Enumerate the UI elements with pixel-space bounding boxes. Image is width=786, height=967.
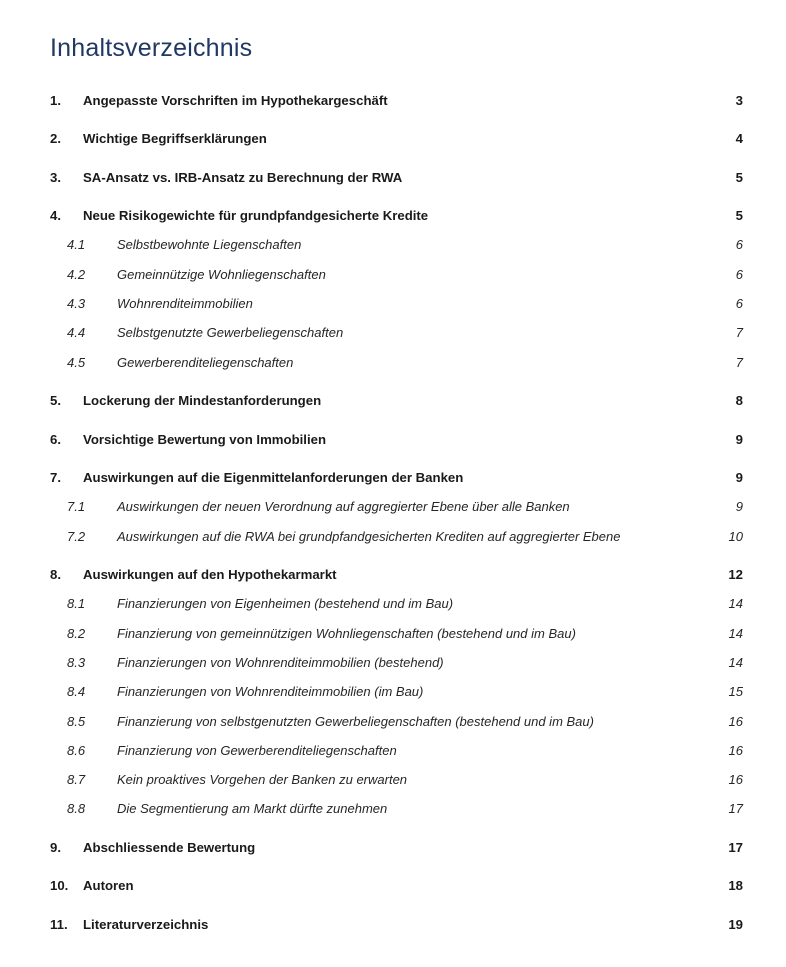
toc-entry-4-3[interactable] xyxy=(0,293,786,315)
toc-entry-5[interactable] xyxy=(0,390,786,412)
toc-entry-page: 16 xyxy=(728,772,743,787)
toc-entry-page: 16 xyxy=(728,743,743,758)
toc-entry-8-6[interactable] xyxy=(0,740,786,762)
toc-entry-label: Wohnrenditeimmobilien xyxy=(117,296,253,311)
toc-entry-number: 8.7 xyxy=(67,772,86,787)
toc-entry-label: Gemeinnützige Wohnliegenschaften xyxy=(117,267,326,282)
toc-entry-label: Literaturverzeichnis xyxy=(83,917,209,932)
toc-entry-number: 10. xyxy=(50,878,69,893)
toc-entry-page: 14 xyxy=(728,596,743,611)
toc-entry-label: Finanzierungen von Eigenheimen (bestehend und im Bau) xyxy=(117,596,454,611)
toc-entry-number: 2. xyxy=(50,131,61,146)
toc-entry-number: 8.5 xyxy=(67,714,86,729)
toc-entry-number: 8.6 xyxy=(67,743,86,758)
toc-entry-label: Finanzierungen von Wohnrenditeimmobilien (im Bau) xyxy=(117,684,424,699)
toc-entry-label: Abschliessende Bewertung xyxy=(83,840,256,855)
toc-entry-label: Auswirkungen auf die RWA bei grundpfandgesicherten Krediten auf aggregierter Ebene xyxy=(117,529,621,544)
toc-entry-label: Gewerberenditeliegenschaften xyxy=(117,355,294,370)
toc-entry-label: Die Segmentierung am Markt dürfte zunehmen xyxy=(117,801,388,816)
toc-entry-9[interactable] xyxy=(0,837,786,859)
toc-entry-label: Auswirkungen der neuen Verordnung auf aggregierter Ebene über alle Banken xyxy=(117,499,570,514)
toc-entry-page: 5 xyxy=(735,170,743,185)
toc-entry-page: 7 xyxy=(735,325,743,340)
toc-entry-number: 7. xyxy=(50,470,61,485)
toc-entry-number: 8.4 xyxy=(67,684,86,699)
toc-entry-7[interactable] xyxy=(0,467,786,489)
toc-entry-number: 3. xyxy=(50,170,61,185)
toc-entry-page: 15 xyxy=(728,684,743,699)
toc-entry-label: Auswirkungen auf den Hypothekarmarkt xyxy=(83,567,337,582)
toc-entry-4[interactable] xyxy=(0,205,786,227)
toc-entry-7-2[interactable] xyxy=(0,526,786,548)
toc-entry-number: 8.8 xyxy=(67,801,86,816)
toc-entry-3[interactable] xyxy=(0,167,786,189)
toc-entry-label: Selbstgenutzte Gewerbeliegenschaften xyxy=(117,325,344,340)
toc-entry-number: 4. xyxy=(50,208,61,223)
toc-entry-number: 8.1 xyxy=(67,596,86,611)
toc-entry-page: 4 xyxy=(735,131,743,146)
toc-entry-label: Wichtige Begriffserklärungen xyxy=(83,131,267,146)
toc-entry-page: 5 xyxy=(735,208,743,223)
toc-entry-label: Vorsichtige Bewertung von Immobilien xyxy=(83,432,327,447)
toc-entry-page: 19 xyxy=(728,917,743,932)
toc-entry-page: 9 xyxy=(735,432,743,447)
toc-entry-label: SA-Ansatz vs. IRB-Ansatz zu Berechnung der RWA xyxy=(83,170,403,185)
toc-entry-label: Autoren xyxy=(83,878,134,893)
toc-entry-page: 7 xyxy=(735,355,743,370)
toc-entry-number: 8.3 xyxy=(67,655,86,670)
toc-entry-label: Finanzierung von Gewerberenditeliegenschaften xyxy=(117,743,397,758)
toc-entry-8[interactable] xyxy=(0,564,786,586)
toc-entry-page: 9 xyxy=(735,499,743,514)
toc-entry-label: Selbstbewohnte Liegenschaften xyxy=(117,237,302,252)
toc-entry-page: 18 xyxy=(728,878,743,893)
toc-entry-page: 17 xyxy=(728,801,743,816)
toc-entry-8-7[interactable] xyxy=(0,769,786,791)
toc-entry-number: 4.1 xyxy=(67,237,86,252)
toc-entry-10[interactable] xyxy=(0,875,786,897)
toc-entry-number: 4.3 xyxy=(67,296,86,311)
toc-entry-label: Neue Risikogewichte für grundpfandgesicherte Kredite xyxy=(83,208,429,223)
toc-entry-label: Finanzierungen von Wohnrenditeimmobilien (bestehend) xyxy=(117,655,444,670)
toc-entry-page: 6 xyxy=(735,296,743,311)
toc-entry-1[interactable] xyxy=(0,90,786,112)
toc-entry-page: 16 xyxy=(728,714,743,729)
toc-entry-8-3[interactable] xyxy=(0,652,786,674)
toc-entry-number: 9. xyxy=(50,840,61,855)
toc-entry-7-1[interactable] xyxy=(0,496,786,518)
toc-entry-page: 10 xyxy=(728,529,743,544)
toc-entry-8-1[interactable] xyxy=(0,593,786,615)
toc-entry-page: 6 xyxy=(735,267,743,282)
toc-entry-number: 8.2 xyxy=(67,626,86,641)
toc-entry-page: 6 xyxy=(735,237,743,252)
toc-entry-8-5[interactable] xyxy=(0,711,786,733)
toc-entry-number: 1. xyxy=(50,93,61,108)
toc-entry-label: Auswirkungen auf die Eigenmittelanforderungen der Banken xyxy=(83,470,464,485)
toc-entry-page: 9 xyxy=(735,470,743,485)
toc-entry-page: 12 xyxy=(728,567,743,582)
toc-entry-number: 5. xyxy=(50,393,61,408)
toc-entry-page: 14 xyxy=(728,655,743,670)
toc-entry-number: 4.5 xyxy=(67,355,86,370)
page-title: Inhaltsverzeichnis xyxy=(50,34,253,62)
toc-entry-page: 14 xyxy=(728,626,743,641)
toc-entry-label: Kein proaktives Vorgehen der Banken zu erwarten xyxy=(117,772,408,787)
toc-entry-number: 7.2 xyxy=(67,529,86,544)
toc-entry-number: 6. xyxy=(50,432,61,447)
toc-entry-number: 4.2 xyxy=(67,267,86,282)
toc-entry-number: 7.1 xyxy=(67,499,86,514)
toc-entry-label: Lockerung der Mindestanforderungen xyxy=(83,393,322,408)
toc-entry-11[interactable] xyxy=(0,914,786,936)
toc-entry-page: 8 xyxy=(735,393,743,408)
toc-entry-2[interactable] xyxy=(0,128,786,150)
toc-entry-4-2[interactable] xyxy=(0,264,786,286)
toc-entry-8-8[interactable] xyxy=(0,798,786,820)
toc-entry-label: Finanzierung von gemeinnützigen Wohnliegenschaften (bestehend und im Bau) xyxy=(117,626,576,641)
toc-entry-number: 11. xyxy=(50,917,68,932)
toc-entry-4-5[interactable] xyxy=(0,352,786,374)
toc-entry-4-4[interactable] xyxy=(0,322,786,344)
toc-entry-page: 17 xyxy=(728,840,743,855)
toc-entry-number: 4.4 xyxy=(67,325,86,340)
toc-entry-8-4[interactable] xyxy=(0,681,786,703)
toc-entry-label: Angepasste Vorschriften im Hypothekargeschäft xyxy=(83,93,388,108)
toc-entry-8-2[interactable] xyxy=(0,623,786,645)
toc-entry-number: 8. xyxy=(50,567,61,582)
toc-entry-label: Finanzierung von selbstgenutzten Gewerbeliegenschaften (bestehend und im Bau) xyxy=(117,714,594,729)
toc-entry-4-1[interactable] xyxy=(0,234,786,256)
toc-entry-6[interactable] xyxy=(0,429,786,451)
toc-entry-page: 3 xyxy=(735,93,743,108)
